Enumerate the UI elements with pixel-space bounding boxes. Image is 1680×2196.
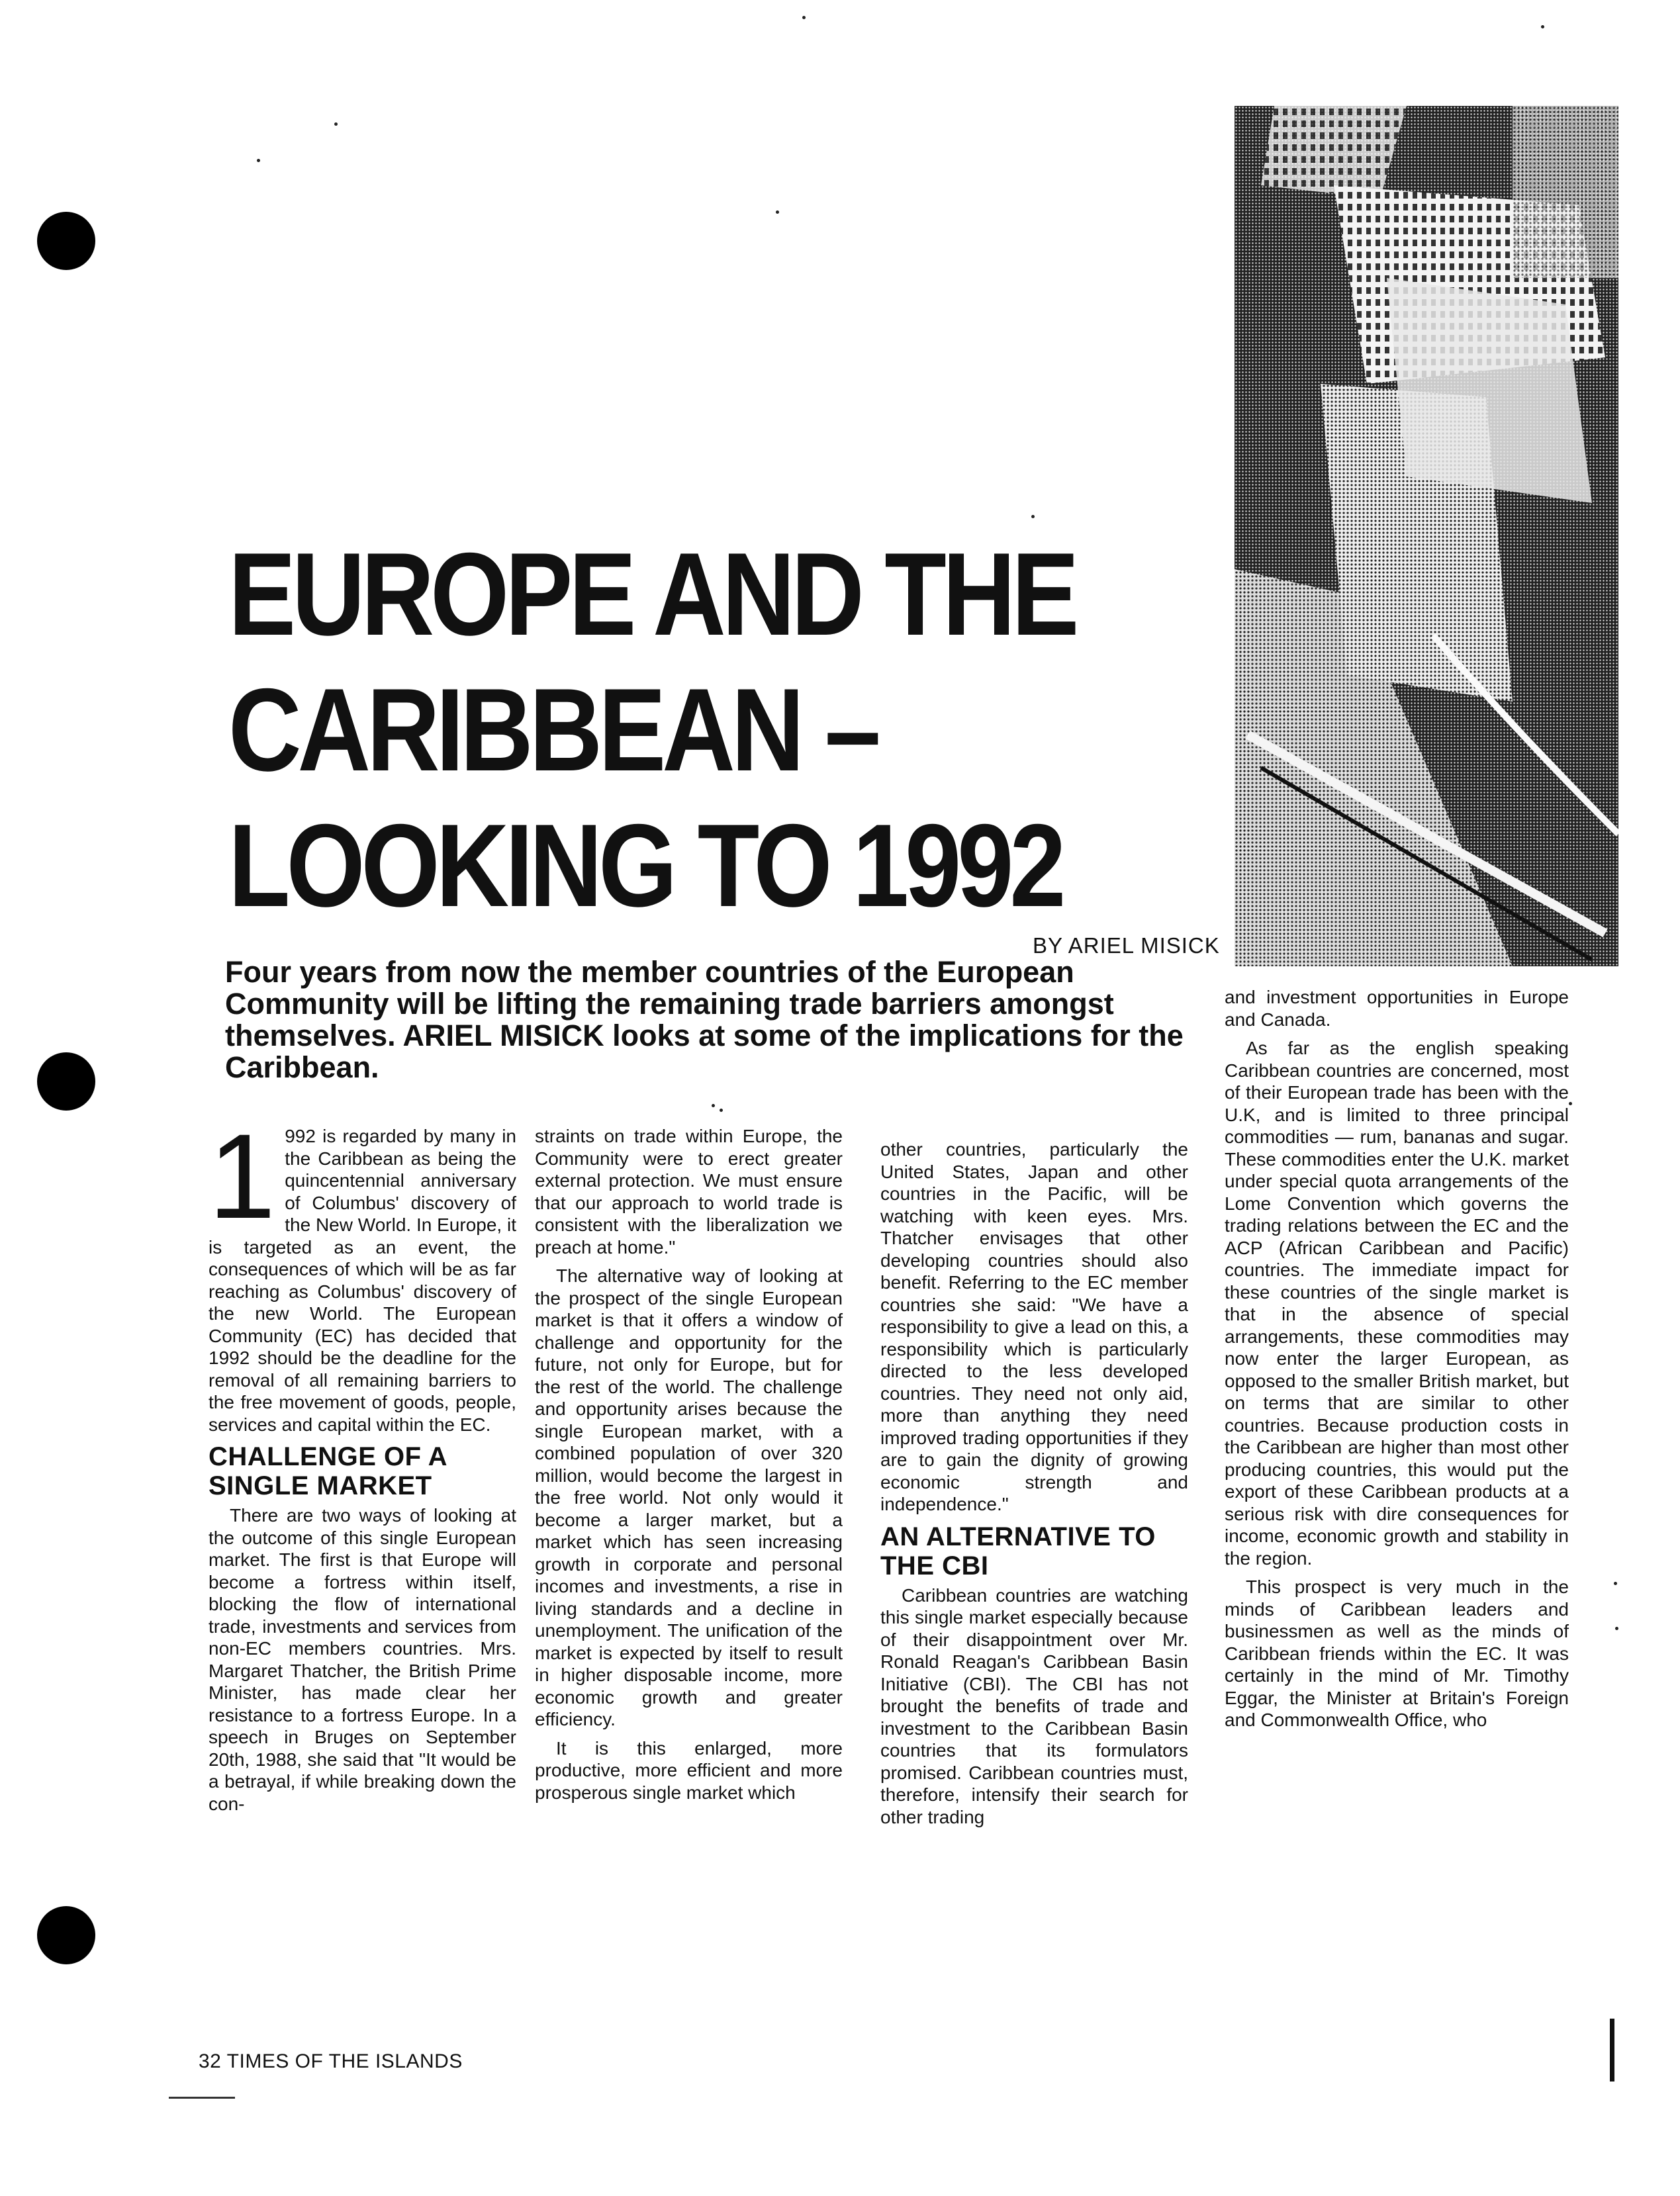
drop-cap: 1 [209,1109,276,1244]
body-paragraph: and investment opportunities in Europe and Canada. [1225,987,1569,1030]
body-paragraph: straints on trade within Europe, the Community were to erect greater external protection. We must ensure that our approach to world trade is consistent with the liberalization we preach at home." [535,1126,843,1258]
binder-hole-top [37,212,95,270]
headline-line: EUROPE AND THE [228,528,1076,660]
scan-speck [1614,1582,1617,1585]
binder-hole-bottom [37,1906,95,1964]
scan-speck [1541,25,1544,28]
headline-line: LOOKING TO 1992 [228,800,1062,931]
binder-hole-middle [37,1052,95,1111]
scan-speck [712,1104,715,1107]
aerial-city-photo [1235,106,1618,966]
scan-speck [1569,1102,1572,1105]
article-intro: Four years from now the member countries of the European Community will be lifting the remaining trade barriers amongst themselves. ARIEL MISICK looks at some of the implications for the Caribbean. [225,955,1184,1084]
scan-speck [1031,515,1035,518]
scan-speck [334,122,338,126]
body-paragraph: As far as the english speaking Caribbean countries are concerned, most of their European trade has been with the U.K, and is limited to three principal commodities — rum, bananas and sugar. These commodities enter the U.K. market under special quota arrangements of the Lome Convention which governs the trading relations between the EC and the ACP (African Caribbean and Pacific) countries. The immediate impact for these countries of the single market is that in the absence of special arrangements, these commodities may now enter the larger European, as opposed to the smaller British market, but on terms that are similar to other countries. Because production costs in the Caribbean are higher than most other producing countries, this would put the export of these Caribbean products at a serious risk with dire consequences for income, economic growth and stability in the region. [1225,1038,1569,1569]
article-column-3 [880,1138,1188,1835]
scan-speck [257,159,260,162]
section-heading: AN ALTERNATIVE TO THE CBI [880,1522,1156,1580]
scan-speck [802,16,806,19]
article-column-2 [535,1125,843,1810]
body-paragraph: This prospect is very much in the minds of Caribbean leaders and businessmen as well as the minds of Caribbean friends within the EC. It was certainly in the mind of Mr. Timothy Eggar, the Minister at Britain's Foreign and Commonwealth Office, who [1225,1577,1569,1730]
scan-speck [720,1109,723,1112]
body-paragraph: There are two ways of looking at the outcome of this single European market. The first is that Europe will become a fortress within itself, blocking the flow of international trade, investments and services from non-EC members countries. Mrs. Margaret Thatcher, the British Prime Minister, has made clear her resistance to a fortress Europe. In a speech in Bruges on September 20th, 1988, she said that "It would be a betrayal, if while breaking down the con- [209,1505,516,1814]
section-heading: CHALLENGE OF A SINGLE MARKET [209,1442,447,1500]
body-paragraph: The alternative way of looking at the prospect of the single European market is that it offers a window of challenge and opportunity for the future, not only for Europe, but for the rest of the world. The challenge and opportunity arises because the single European market, with a combined population of over 320 million, would become the largest in the free world. Not only would it become a larger market, but a market which has seen increasing growth in corporate and personal incomes and investments, a rise in living standards and a decline in unemployment. The unification of the market is expected by itself to result in higher disposable income, more economic growth and greater efficiency. [535,1265,843,1729]
article-column-1 [209,1109,516,1821]
page-folio: 32 TIMES OF THE ISLANDS [199,2050,463,2072]
headline-line: CARIBBEAN – [228,664,877,796]
scan-speck [1615,1627,1618,1630]
body-paragraph: Caribbean countries are watching this single market especially because of their disappointment over Mr. Ronald Reagan's Caribbean Basin Initiative (CBI). The CBI has not brought the benefits of trade and investment to the Caribbean Basin countries that its formulators promised. Caribbean countries must, therefore, intensify their search for other trading [880,1584,1188,1827]
scan-mark [1610,2019,1614,2082]
scan-speck [776,210,779,214]
scan-mark [169,2097,235,2099]
body-paragraph: It is this enlarged, more productive, more efficient and more prosperous single market which [535,1737,843,1803]
article-column-4 [1225,986,1569,1738]
byline: BY ARIEL MISICK [1033,933,1220,958]
body-paragraph: 992 is regarded by many in the Caribbean as being the quincentennial anniversary of Columbus' discovery of the New World. In Europe, it is targeted as an event, the consequences of which will be as far reaching as Columbus' discovery of the new World. The European Community (EC) has decided that 1992 should be the deadline for the removal of all remaining barriers to the free movement of goods, people, services and capital within the EC. [209,1126,516,1435]
body-paragraph: other countries, particularly the United States, Japan and other countries in the Pacific, will be watching with keen eyes. Mrs. Thatcher envisages that other developing countries should also benefit. Referring to the EC member countries she said: "We have a responsibility to give a lead on this, a responsibility which is particularly directed to the less developed countries. They need not only aid, more than anything they need improved trading opportunities if they are to gain the dignity of growing economic strength and independence." [880,1139,1188,1514]
article-headline [228,526,1076,933]
